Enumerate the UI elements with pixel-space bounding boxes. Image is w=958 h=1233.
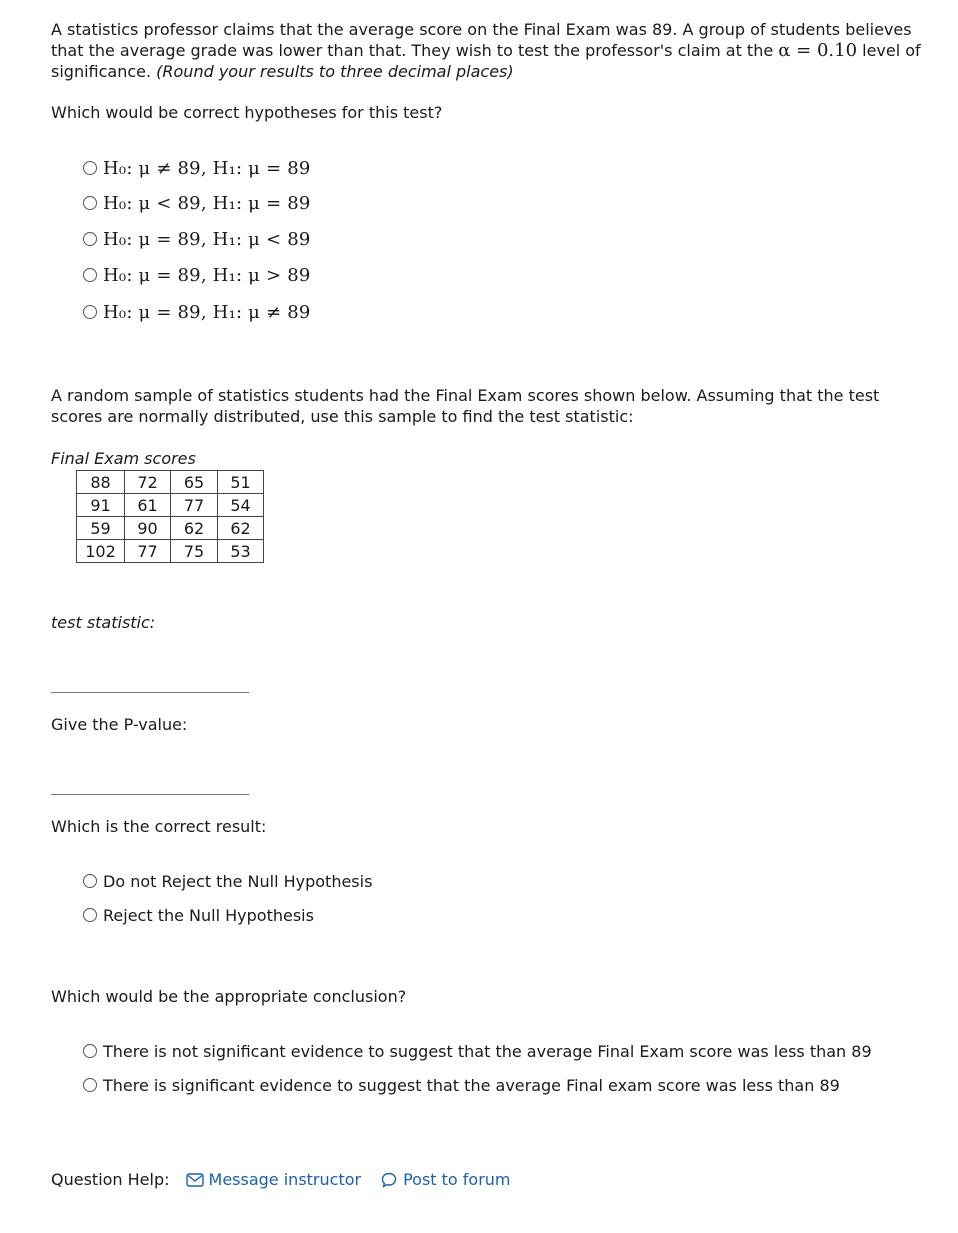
radio-button[interactable] [83, 305, 97, 319]
radio-button[interactable] [83, 1044, 97, 1058]
scores-table [76, 470, 264, 563]
radio-button[interactable] [83, 161, 97, 175]
table-cell: 77 [171, 494, 218, 517]
table-caption: Final Exam scores [51, 449, 196, 468]
alpha-expression: α = 0.10 [778, 40, 858, 61]
problem-intro [51, 19, 921, 82]
table-cell: 91 [77, 494, 125, 517]
table-row [77, 494, 264, 517]
conclusion-option[interactable] [83, 1040, 872, 1062]
intro-text: A statistics professor claims that the average score on the Final Exam was 89. A group of students believes that the average grade was lower than that. They wish to test the professor's claim at the [51, 20, 912, 60]
radio-button[interactable] [83, 908, 97, 922]
test-statistic-label: test statistic: [51, 613, 156, 632]
hypothesis-option-label: H₀: μ = 89, H₁: μ ≠ 89 [103, 301, 311, 323]
hypothesis-option[interactable] [83, 228, 311, 250]
conclusion-option-label: There is significant evidence to suggest that the average Final exam score was less than 89 [103, 1075, 840, 1095]
radio-button[interactable] [83, 196, 97, 210]
table-cell: 61 [125, 494, 171, 517]
speech-bubble-icon [381, 1172, 397, 1188]
table-cell: 88 [77, 471, 125, 494]
conclusion-option-label: There is not significant evidence to suggest that the average Final Exam score was less than 89 [103, 1041, 872, 1061]
hypothesis-option[interactable] [83, 157, 311, 179]
result-option[interactable] [83, 904, 314, 926]
table-cell: 59 [77, 517, 125, 540]
envelope-icon [186, 1173, 204, 1187]
hypothesis-option-label: H₀: μ = 89, H₁: μ > 89 [103, 264, 311, 286]
table-cell: 77 [125, 540, 171, 563]
hypothesis-option-label: H₀: μ ≠ 89, H₁: μ = 89 [103, 157, 311, 179]
radio-button[interactable] [83, 268, 97, 282]
table-row [77, 471, 264, 494]
radio-button[interactable] [83, 1078, 97, 1092]
result-option-label: Reject the Null Hypothesis [103, 905, 314, 925]
post-to-forum-label: Post to forum [403, 1170, 511, 1189]
table-cell: 72 [125, 471, 171, 494]
hypothesis-option[interactable] [83, 192, 311, 214]
question-help [51, 1170, 511, 1189]
table-cell: 53 [218, 540, 264, 563]
test-statistic-input[interactable] [51, 666, 249, 693]
table-cell: 102 [77, 540, 125, 563]
table-cell: 62 [218, 517, 264, 540]
table-row [77, 517, 264, 540]
table-cell: 62 [171, 517, 218, 540]
sample-description: A random sample of statistics students had the Final Exam scores shown below. Assuming that the test scores are normally distributed, use this sample to find the test statistic: [51, 386, 880, 426]
radio-button[interactable] [83, 232, 97, 246]
table-cell: 51 [218, 471, 264, 494]
message-instructor-link[interactable] [186, 1170, 362, 1189]
radio-button[interactable] [83, 874, 97, 888]
hypothesis-option-label: H₀: μ = 89, H₁: μ < 89 [103, 228, 311, 250]
table-cell: 90 [125, 517, 171, 540]
p-value-label: Give the P-value: [51, 715, 188, 734]
question-help-label: Question Help: [51, 1170, 170, 1189]
hypothesis-option[interactable] [83, 264, 311, 286]
rounding-instruction: (Round your results to three decimal places) [156, 62, 514, 81]
post-to-forum-link[interactable] [381, 1170, 510, 1189]
intro-text-after: level of significance. [51, 41, 921, 81]
table-cell: 75 [171, 540, 218, 563]
conclusion-prompt: Which would be the appropriate conclusion? [51, 987, 407, 1006]
conclusion-option[interactable] [83, 1074, 840, 1096]
table-cell: 65 [171, 471, 218, 494]
p-value-input[interactable] [51, 768, 249, 795]
hypotheses-prompt: Which would be correct hypotheses for this test? [51, 103, 443, 122]
table-cell: 54 [218, 494, 264, 517]
result-option[interactable] [83, 870, 372, 892]
hypothesis-option-label: H₀: μ < 89, H₁: μ = 89 [103, 192, 311, 214]
hypothesis-option[interactable] [83, 301, 311, 323]
table-row [77, 540, 264, 563]
result-option-label: Do not Reject the Null Hypothesis [103, 871, 373, 891]
message-instructor-label: Message instructor [208, 1170, 362, 1189]
result-prompt: Which is the correct result: [51, 817, 267, 836]
